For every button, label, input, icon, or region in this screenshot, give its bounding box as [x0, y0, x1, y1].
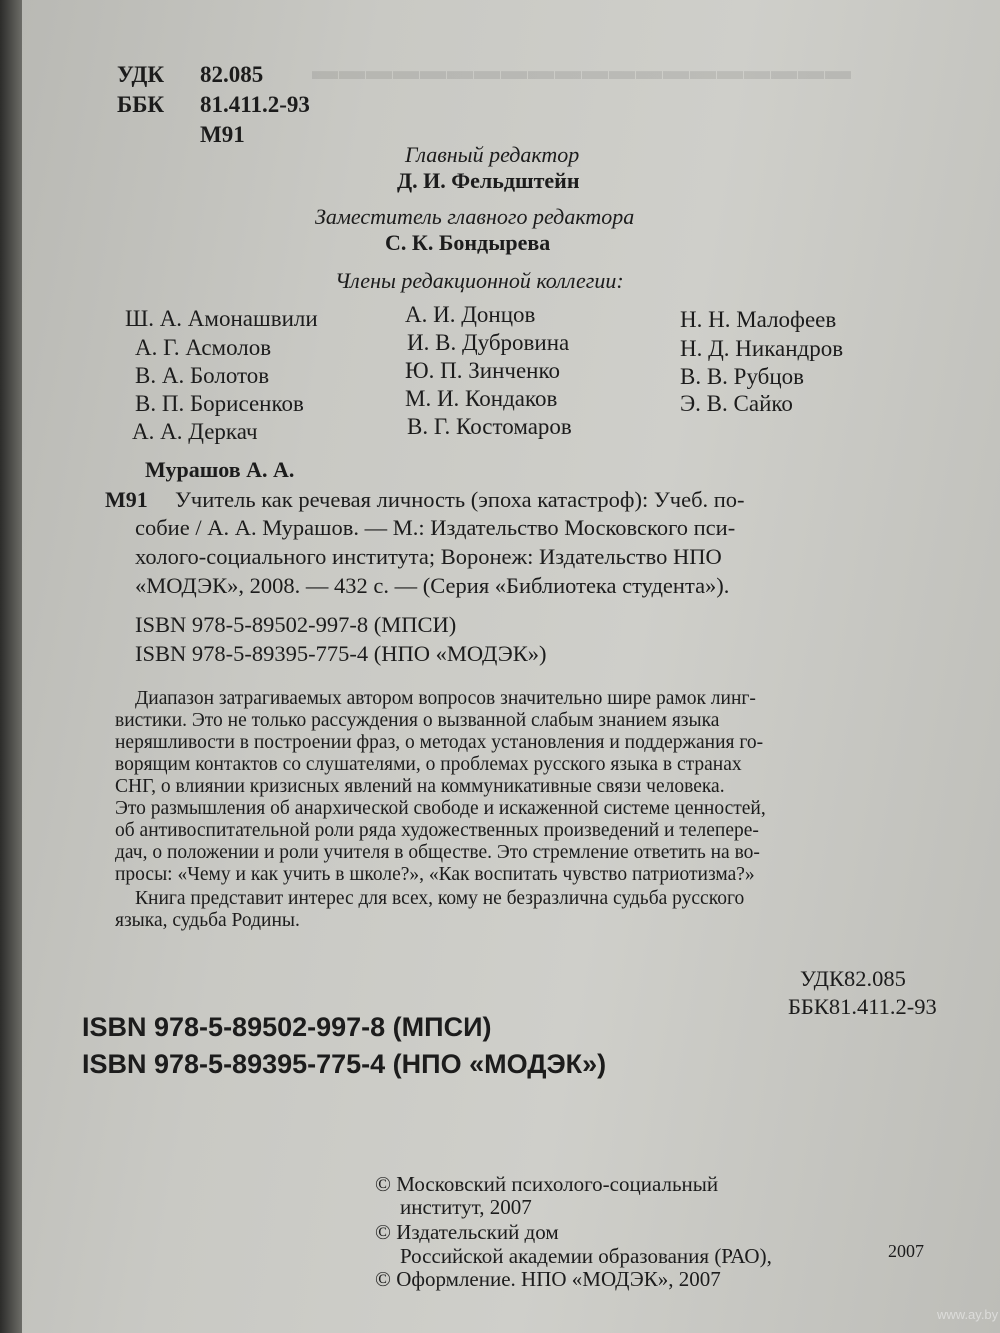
catalog-isbn-2: ISBN 978-5-89395-775-4 (НПО «МОДЭК»): [135, 641, 547, 666]
description-line: языка, судьба Родины.: [115, 910, 300, 931]
bbk-label: ББК: [117, 92, 165, 117]
udk-value: 82.085: [200, 62, 264, 87]
board-member: В. А. Болотов: [135, 363, 270, 388]
book-page: [22, 0, 1000, 1333]
catalog-line: Учитель как речевая личность (эпоха катастроф): Учеб. по-: [175, 487, 745, 512]
catalog-line: холого-социального института; Воронеж: Издательство НПО: [135, 544, 722, 569]
board-member: В. Г. Костомаров: [407, 414, 572, 439]
copyright-year: 2007: [888, 1241, 924, 1261]
description-line: Это размышления об анархической свободе и искаженной системе ценностей,: [115, 798, 766, 819]
description-line: об антивоспитательной роли ряда художественных произведений и телепере-: [115, 820, 759, 841]
book-spine-shadow: [0, 0, 22, 1333]
bottom-udk: УДК82.085: [800, 966, 906, 991]
bottom-bbk: ББК81.411.2-93: [788, 994, 937, 1019]
board-title: Члены редакционной коллегии:: [335, 268, 624, 293]
board-member: А. А. Деркач: [132, 419, 258, 444]
description-line: дач, о положении и роли учителя в обществе. Это стремление ответить на во-: [115, 842, 760, 863]
catalog-isbn-1: ISBN 978-5-89502-997-8 (МПСИ): [135, 612, 457, 637]
copyright-line: © Оформление. НПО «МОДЭК», 2007: [375, 1267, 721, 1291]
bleed-through-text: ▬▬▬▬▬▬▬▬▬▬▬▬▬▬▬▬▬▬▬▬: [312, 55, 852, 85]
description-line: Книга представит интерес для всех, кому не безразлична судьба русского: [135, 888, 745, 909]
description-line: СНГ, о влиянии кризисных явлений на коммуникативные связи человека.: [115, 776, 725, 797]
description-line: просы: «Чему и как учить в школе?», «Как воспитать чувство патриотизма?»: [115, 864, 755, 885]
deputy-editor-title: Заместитель главного редактора: [315, 204, 635, 229]
board-member: Н. Д. Никандров: [680, 336, 844, 361]
big-isbn-1: ISBN 978-5-89502-997-8 (МПСИ): [82, 1012, 492, 1042]
board-member: Э. В. Сайко: [680, 391, 793, 416]
catalog-mark: М91: [105, 487, 148, 512]
board-member: И. В. Дубровина: [407, 330, 570, 355]
catalog-line: собие / А. А. Мурашов. — М.: Издательство Московского пси-: [135, 515, 736, 540]
catalog-author: Мурашов А. А.: [145, 457, 295, 482]
bbk-value: 81.411.2-93: [200, 92, 310, 117]
copyright-line: © Московский психолого-социальный: [375, 1172, 719, 1196]
board-member: А. Г. Асмолов: [135, 335, 272, 360]
board-member: Ш. А. Амонашвили: [125, 306, 318, 331]
copyright-line: институт, 2007: [400, 1195, 532, 1219]
copyright-line: Российской академии образования (РАО),: [400, 1244, 772, 1268]
board-member: М. И. Кондаков: [405, 386, 558, 411]
description-line: Диапазон затрагиваемых автором вопросов значительно шире рамок линг-: [135, 688, 756, 709]
description-line: неряшливости в построении фраз, о методах установления и поддержания го-: [115, 732, 764, 753]
chief-editor-title: Главный редактор: [405, 142, 580, 167]
board-member: Ю. П. Зинченко: [405, 358, 560, 383]
deputy-editor-name: С. К. Бондырева: [385, 230, 551, 255]
author-mark-top: М91: [200, 122, 245, 147]
description-line: ворящим контактов со слушателями, о проблемах русского языка в странах: [115, 754, 742, 775]
board-member: В. П. Борисенков: [135, 391, 304, 416]
description-line: вистики. Это не только рассуждения о вызванной слабым знанием языка: [115, 710, 720, 731]
chief-editor-name: Д. И. Фельдштейн: [397, 168, 580, 193]
watermark: www.ay.by: [937, 1307, 999, 1322]
board-member: А. И. Донцов: [405, 302, 536, 327]
board-member: Н. Н. Малофеев: [680, 307, 837, 332]
big-isbn-2: ISBN 978-5-89395-775-4 (НПО «МОДЭК»): [82, 1049, 607, 1079]
catalog-line: «МОДЭК», 2008. — 432 с. — (Серия «Библиотека студента»).: [135, 573, 730, 598]
copyright-line: © Издательский дом: [375, 1220, 559, 1244]
udk-label: УДК: [117, 62, 165, 87]
board-member: В. В. Рубцов: [680, 364, 805, 389]
